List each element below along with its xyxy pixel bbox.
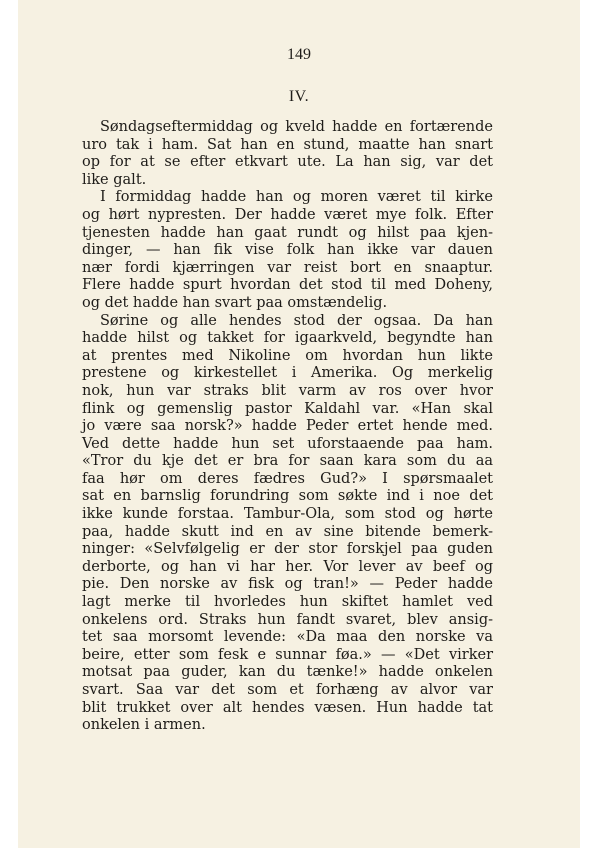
- text-line: Flere hadde spurt hvordan det stod til med Doheny,: [82, 277, 493, 294]
- page-number: 149: [287, 46, 311, 63]
- text-line: sat en barnslig forundring som søkte ind i noe det: [82, 488, 493, 505]
- text-line: op for at se efter etkvart ute. La han sig, var det: [82, 154, 493, 171]
- text-line: beire, etter som fesk e sunnar føa.» — «Det virker: [82, 646, 493, 663]
- text-line: pie. Den norske av fisk og tran!» — Peder hadde: [82, 576, 493, 593]
- text-line: og det hadde han svart paa omstændelig.: [82, 294, 388, 311]
- text-line: motsat paa guder, kan du tænke!» hadde onkelen: [82, 664, 493, 681]
- text-line: tjenesten hadde han gaat rundt og hilst paa kjen-: [82, 224, 493, 241]
- text-line: faa hør om deres fædres Gud?» I spørsmaalet: [82, 470, 493, 487]
- text-line: I formiddag hadde han og moren været til kirke: [100, 189, 493, 206]
- text-line: jo være saa norsk?» hadde Peder ertet hende med.: [82, 418, 493, 435]
- text-line: Ved dette hadde hun set uforstaaende paa ham.: [82, 435, 493, 452]
- chapter-heading: IV.: [288, 88, 310, 105]
- text-line: nok, hun var straks blit varm av ros over hvor: [82, 382, 493, 399]
- text-line: ikke kunde forstaa. Tambur-Ola, som stod og hørte: [82, 506, 493, 523]
- text-line: lagt merke til hvorledes hun skiftet hamlet ved: [82, 594, 493, 611]
- text-line: svart. Saa var det som et forhæng av alvor var: [82, 682, 493, 698]
- text-line: tet saa morsomt levende: «Da maa den norske va: [82, 629, 493, 646]
- text-line: ninger: «Selvfølgelig er der stor forskjel paa guden: [82, 541, 493, 558]
- text-line: onkelens ord. Straks hun fandt svaret, blev ansig-: [82, 611, 493, 628]
- text-line: derborte, og han vi har her. Vor lever av beef og: [82, 558, 493, 575]
- text-line: like galt.: [82, 171, 147, 188]
- text-line: flink og gemenslig pastor Kaldahl var. «Han skal: [82, 400, 493, 417]
- text-line: dinger, — han fik vise folk han ikke var dauen: [82, 242, 493, 259]
- body-text: [82, 119, 493, 735]
- text-line: «Tror du kje det er bra for saan kara som du aa: [82, 453, 493, 470]
- text-line: onkelen i armen.: [82, 717, 206, 734]
- text-line: Sørine og alle hendes stod der ogsaa. Da han: [100, 312, 493, 329]
- text-line: at prentes med Nikoline om hvordan hun likte: [82, 347, 493, 364]
- text-line: paa, hadde skutt ind en av sine bitende bemerk-: [82, 523, 493, 540]
- text-line: nær fordi kjærringen var reist bort en snaaptur.: [82, 259, 493, 276]
- text-line: hadde hilst og takket for igaarkveld, begyndte han: [82, 330, 493, 347]
- text-line: uro tak i ham. Sat han en stund, maatte han snart: [82, 136, 493, 153]
- text-line: Søndagseftermiddag og kveld hadde en fortærende: [100, 119, 493, 135]
- text-line: og hørt nypresten. Der hadde været mye folk. Efter: [82, 206, 493, 223]
- text-line: blit trukket over alt hendes væsen. Hun hadde tat: [82, 699, 493, 716]
- book-page: [18, 0, 580, 848]
- text-line: prestene og kirkestellet i Amerika. Og merkelig: [82, 365, 493, 382]
